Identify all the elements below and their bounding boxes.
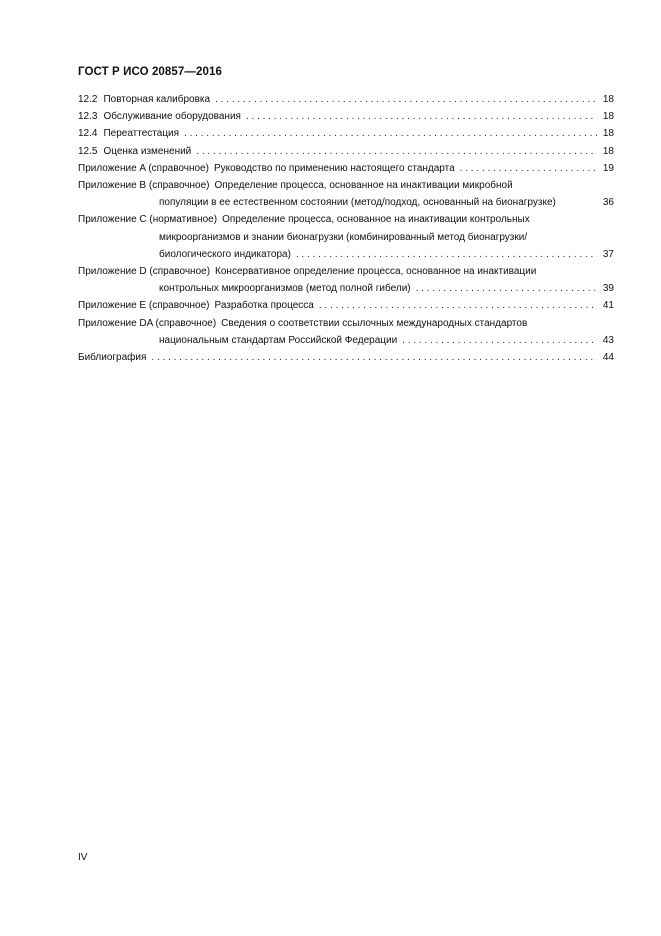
annex-title-line: Руководство по применению настоящего стандарта bbox=[213, 162, 455, 174]
toc-entry-page: 18 bbox=[602, 111, 614, 123]
dot-leader bbox=[246, 108, 597, 125]
bibliography-page: 44 bbox=[602, 352, 614, 364]
dot-leader bbox=[151, 349, 597, 366]
toc-entry-title: Переаттестация bbox=[103, 128, 180, 140]
dot-leader bbox=[460, 160, 597, 177]
annex-prefix: Приложение A (справочное) bbox=[78, 162, 209, 174]
annex-page: 41 bbox=[602, 300, 614, 312]
dot-leader bbox=[319, 297, 597, 314]
dot-leader bbox=[416, 280, 597, 297]
toc-entry-number: 12.3 bbox=[78, 111, 98, 123]
dot-leader bbox=[215, 91, 597, 108]
toc-annex-d[interactable] bbox=[78, 263, 614, 297]
annex-page: 43 bbox=[602, 334, 614, 346]
annex-title-line: контрольных микроорганизмов (метод полной гибели) bbox=[159, 283, 411, 295]
document-header: ГОСТ Р ИСО 20857—2016 bbox=[78, 66, 223, 78]
toc-entry-number: 12.2 bbox=[78, 94, 98, 105]
annex-prefix: Приложение E (справочное) bbox=[78, 300, 210, 312]
toc-entry-page: 18 bbox=[602, 128, 614, 140]
toc-entry-title: Обслуживание оборудования bbox=[103, 111, 241, 123]
toc-entry-page: 18 bbox=[602, 145, 614, 157]
annex-page: 39 bbox=[602, 283, 614, 295]
toc-annex-b[interactable] bbox=[78, 177, 614, 211]
annex-prefix: Приложение C (нормативное) bbox=[78, 214, 218, 226]
annex-title-line: микроорганизмов и знании бионагрузки (комбинированный метод бионагрузки/ bbox=[159, 231, 528, 243]
annex-prefix: Приложение D (справочное) bbox=[78, 266, 211, 278]
annex-page: 37 bbox=[602, 248, 614, 260]
annex-title-line: национальным стандартам Российской Федерации bbox=[159, 334, 398, 346]
toc-annex-c[interactable] bbox=[78, 211, 614, 263]
toc-entry-title: Повторная калибровка bbox=[103, 94, 211, 105]
dot-leader bbox=[402, 332, 597, 349]
toc-entry-page: 18 bbox=[602, 94, 614, 105]
annex-prefix: Приложение DA (справочное) bbox=[78, 317, 217, 329]
dot-leader bbox=[296, 246, 597, 263]
toc-entry-title: Оценка изменений bbox=[103, 145, 192, 157]
page-number-footer: IV bbox=[78, 852, 88, 863]
toc-entry-12-5[interactable] bbox=[78, 143, 614, 160]
annex-title-line: Консервативное определение процесса, основанное на инактивации bbox=[215, 266, 537, 278]
toc-entry-12-2[interactable] bbox=[78, 91, 614, 108]
toc-entry-number: 12.5 bbox=[78, 145, 98, 157]
dot-leader bbox=[196, 143, 597, 160]
annex-page: 19 bbox=[602, 162, 614, 174]
annex-prefix: Приложение B (справочное) bbox=[78, 180, 210, 192]
toc-entry-12-4[interactable] bbox=[78, 125, 614, 142]
toc-annex-da[interactable] bbox=[78, 315, 614, 349]
bibliography-title: Библиография bbox=[78, 352, 147, 364]
toc-entry-number: 12.4 bbox=[78, 128, 98, 140]
annex-title-line: Разработка процесса bbox=[214, 300, 314, 312]
annex-title-line: Определение процесса, основанное на инактивации микробной bbox=[214, 180, 513, 192]
annex-title-line: популяции в ее естественном состоянии (метод/подход, основанный на бионагрузке) bbox=[159, 197, 556, 209]
toc-bibliography[interactable] bbox=[78, 349, 614, 366]
annex-page: 36 bbox=[602, 197, 614, 209]
toc-entry-12-3[interactable] bbox=[78, 108, 614, 125]
toc-annex-e[interactable] bbox=[78, 297, 614, 314]
annex-title-line: Сведения о соответствии ссылочных международных стандартов bbox=[221, 317, 528, 329]
table-of-contents bbox=[78, 91, 614, 366]
toc-annex-a[interactable] bbox=[78, 160, 614, 177]
annex-title-line: биологического индикатора) bbox=[159, 248, 291, 260]
dot-leader bbox=[184, 125, 597, 142]
annex-title-line: Определение процесса, основанное на инактивации контрольных bbox=[222, 214, 530, 226]
